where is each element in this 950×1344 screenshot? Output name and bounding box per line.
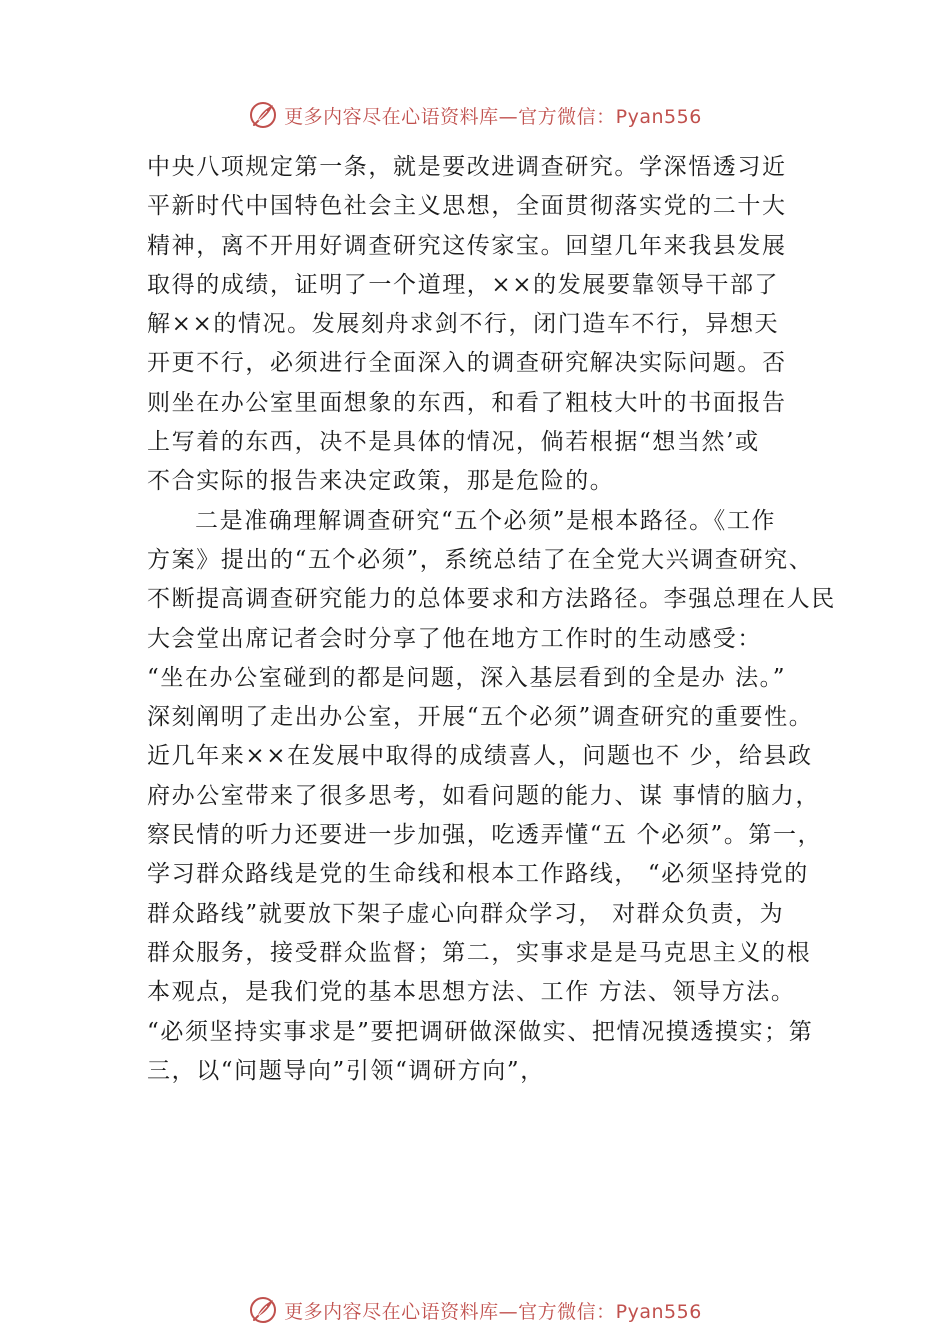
text-line-13: 大会堂出席记者会时分享了他在地方工作时的生动感受： [147, 625, 762, 652]
text-line-11: 方案》提出的“五个必须”，系统总结了在全党大兴调查研究、 [147, 546, 814, 573]
text-line-12: 不断提高调查研究能力的总体要求和方法路径。李强总理在人民 [147, 586, 836, 613]
text-line-21: 群众服务，接受群众监督；第二，实事求是是马克思主义的根 [147, 939, 812, 966]
text-line-2: 平新时代中国特色社会主义思想，全面贯彻落实党的二十大 [147, 193, 787, 220]
footer-banner-handle: Pyan556 [615, 1300, 702, 1323]
text-line-17: 府办公室带来了很多思考，如看问题的能力、谋 事情的脑力， [147, 782, 821, 809]
text-line-5: 解××的情况。发展刻舟求剑不行，闭门造车不行，异想天 [147, 311, 780, 338]
text-line-7: 则坐在办公室里面想象的东西，和看了粗枝大叶的书面报告 [147, 389, 787, 416]
text-line-22: 本观点，是我们党的基本思想方法、工作 方法、领导方法。 [147, 979, 796, 1006]
text-line-4: 取得的成绩，证明了一个道理，××的发展要靠领导干部了 [147, 271, 780, 298]
text-line-19: 学习群众路线是党的生命线和根本工作路线， “必须坚持党的 [147, 861, 809, 888]
text-line-16: 近几年来××在发展中取得的成绩喜人，问题也不 少，给县政 [147, 743, 813, 770]
text-line-1: 中央八项规定第一条，就是要改进调查研究。学深悟透习近 [147, 154, 787, 180]
text-line-20: 群众路线”就要放下架子虚心向群众学习， 对群众负责，为 [147, 900, 785, 927]
feather-pen-logo-icon [248, 100, 278, 130]
text-line-15: 深刻阐明了走出办公室，开展“五个必须”调查研究的重要性。 [147, 704, 814, 731]
text-line-18: 察民情的听力还要进一步加强，吃透弄懂“五 个必须”。第一， [147, 822, 823, 849]
text-line-3: 精神，离不开用好调查研究这传家宝。回望几年来我县发展 [147, 232, 787, 259]
feather-pen-logo-icon [248, 1295, 278, 1325]
footer-banner [0, 1290, 950, 1330]
footer-banner-label [284, 1297, 702, 1324]
header-banner-handle: Pyan556 [615, 105, 702, 128]
text-line-8: 上写着的东西，决不是具体的情况，倘若根据“想当然’或 [147, 429, 760, 456]
text-line-14: “坐在办公室碰到的都是问题，深入基层看到的全是办 法。” [147, 664, 787, 691]
text-line-23: “必须坚持实事求是”要把调研做深做实、把情况摸透摸实；第 [147, 1018, 814, 1045]
text-line-9: 不合实际的报告来决定政策，那是危险的。 [147, 468, 615, 495]
header-banner-text: 更多内容尽在心语资料库—官方微信： [284, 105, 616, 128]
document-body [147, 148, 847, 1091]
text-line-10: 二是准确理解调查研究“五个必须”是根本路径。《工作 [195, 507, 777, 534]
text-line-6: 开更不行，必须进行全面深入的调查研究解决实际问题。否 [147, 350, 787, 377]
text-line-24: 三，以“问题导向”引领“调研方向”， [147, 1057, 545, 1084]
header-banner-label [284, 102, 702, 129]
footer-banner-text: 更多内容尽在心语资料库—官方微信： [284, 1300, 616, 1323]
header-banner [0, 95, 950, 135]
